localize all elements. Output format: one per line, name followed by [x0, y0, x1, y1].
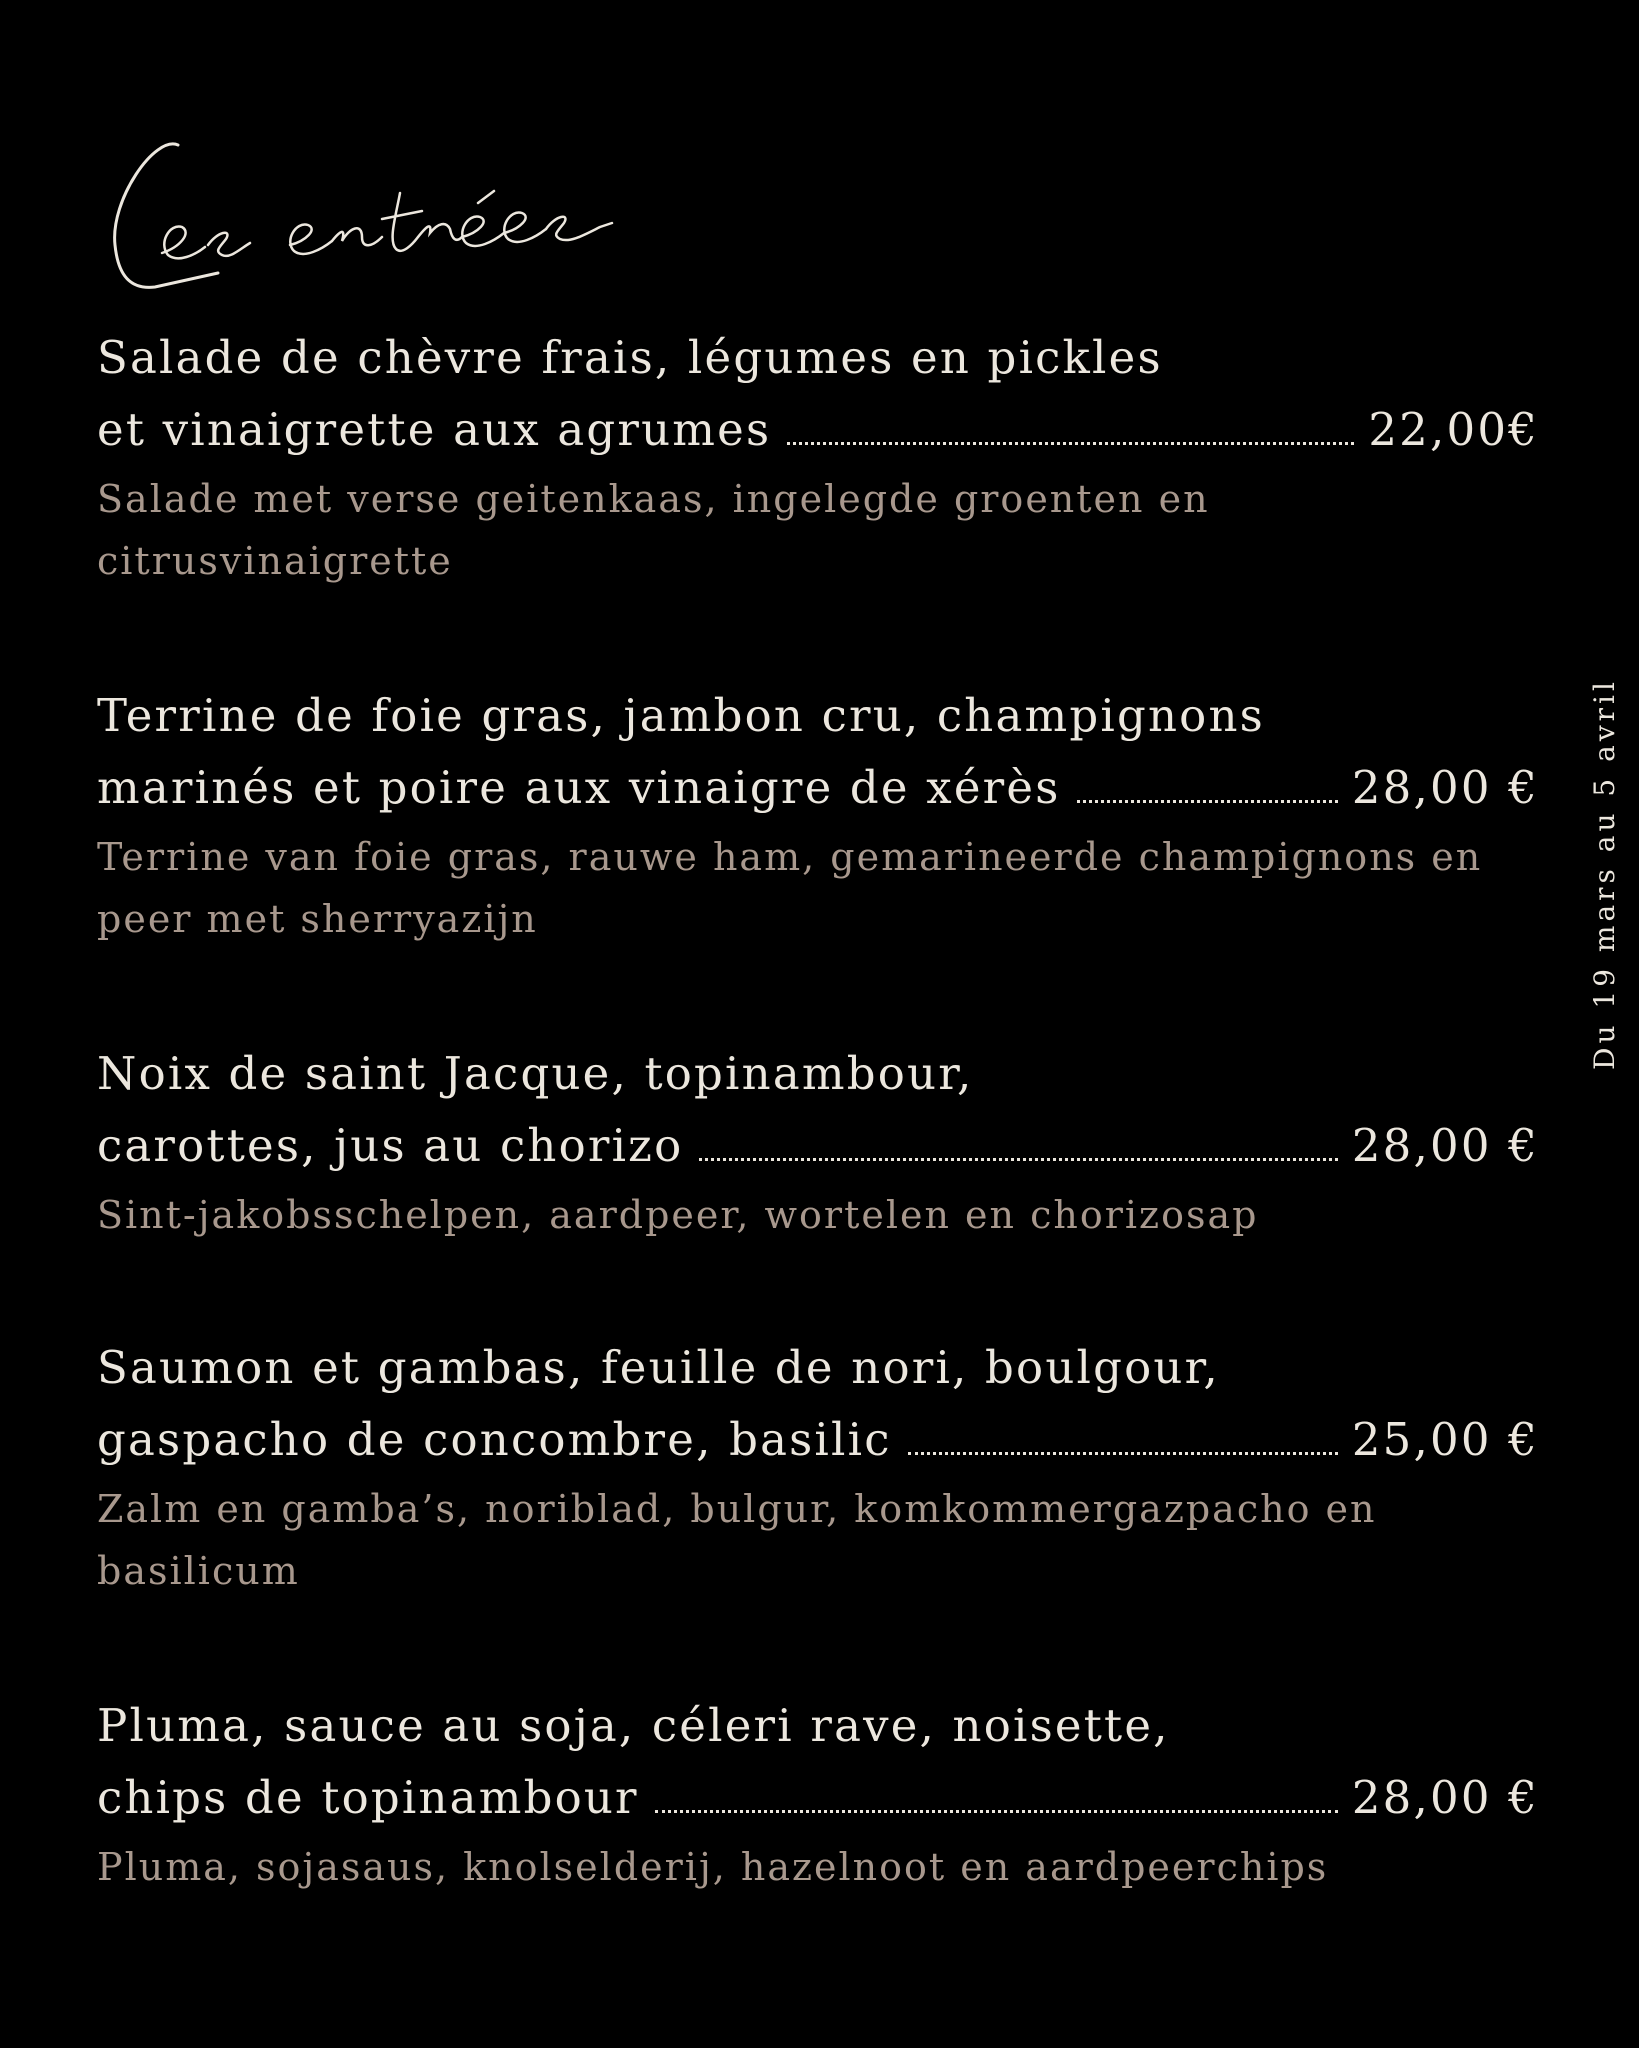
- dish-price: 28,00 €: [1351, 1119, 1539, 1172]
- menu-heading: [100, 115, 660, 305]
- dish-price: 25,00 €: [1351, 1413, 1539, 1466]
- menu-items: [97, 322, 1537, 1898]
- dish-name-line-1: Salade de chèvre frais, légumes en pickles: [97, 331, 1163, 384]
- dish-name-continuation: gaspacho de concombre, basilic: [97, 1413, 892, 1466]
- dish-name-continuation: chips de topinambour: [97, 1771, 639, 1824]
- dish-name-line-2: [97, 1110, 1537, 1182]
- dish-name-continuation: carottes, jus au chorizo: [97, 1119, 684, 1172]
- menu-item: [97, 322, 1537, 592]
- date-range-note: [1588, 650, 1638, 1070]
- dish-translation: Terrine van foie gras, rauwe ham, gemarineerde champignons en peer met sherryazijn: [97, 835, 1483, 941]
- dot-leader: [655, 1810, 1338, 1813]
- menu-item: [97, 1690, 1537, 1898]
- dot-leader: [787, 442, 1354, 445]
- dish-price: 28,00 €: [1351, 1771, 1539, 1824]
- dish-name-line-2: [97, 394, 1537, 466]
- date-range-text: Du 19 mars au 5 avril: [1588, 678, 1621, 1070]
- menu-item: [97, 680, 1537, 950]
- dish-price: 28,00 €: [1351, 761, 1539, 814]
- dish-name-line-1: Terrine de foie gras, jambon cru, champignons: [97, 689, 1265, 742]
- dot-leader: [699, 1158, 1337, 1161]
- dish-name-line-1: Noix de saint Jacque, topinambour,: [97, 1047, 974, 1100]
- script-heading-les-entrees: [100, 115, 660, 305]
- dish-translation: Salade met verse geitenkaas, ingelegde groenten en citrusvinaigrette: [97, 477, 1210, 583]
- menu-item: [97, 1332, 1537, 1602]
- dish-translation: Sint-jakobsschelpen, aardpeer, wortelen en chorizosap: [97, 1193, 1259, 1237]
- menu-item: [97, 1038, 1537, 1246]
- dish-name-line-2: [97, 752, 1537, 824]
- dish-translation: Pluma, sojasaus, knolselderij, hazelnoot en aardpeerchips: [97, 1845, 1329, 1889]
- dish-name-line-1: Pluma, sauce au soja, céleri rave, noisette,: [97, 1699, 1170, 1752]
- dish-name-line-2: [97, 1404, 1537, 1476]
- dish-name-continuation: marinés et poire aux vinaigre de xérès: [97, 761, 1061, 814]
- dish-price: 22,00€: [1368, 403, 1539, 456]
- dish-name-line-1: Saumon et gambas, feuille de nori, boulgour,: [97, 1341, 1220, 1394]
- dot-leader: [908, 1452, 1338, 1455]
- dot-leader: [1077, 800, 1338, 803]
- dish-name-line-2: [97, 1762, 1537, 1834]
- dish-name-continuation: et vinaigrette aux agrumes: [97, 403, 772, 456]
- dish-translation: Zalm en gamba’s, noriblad, bulgur, komkommergazpacho en basilicum: [97, 1487, 1377, 1593]
